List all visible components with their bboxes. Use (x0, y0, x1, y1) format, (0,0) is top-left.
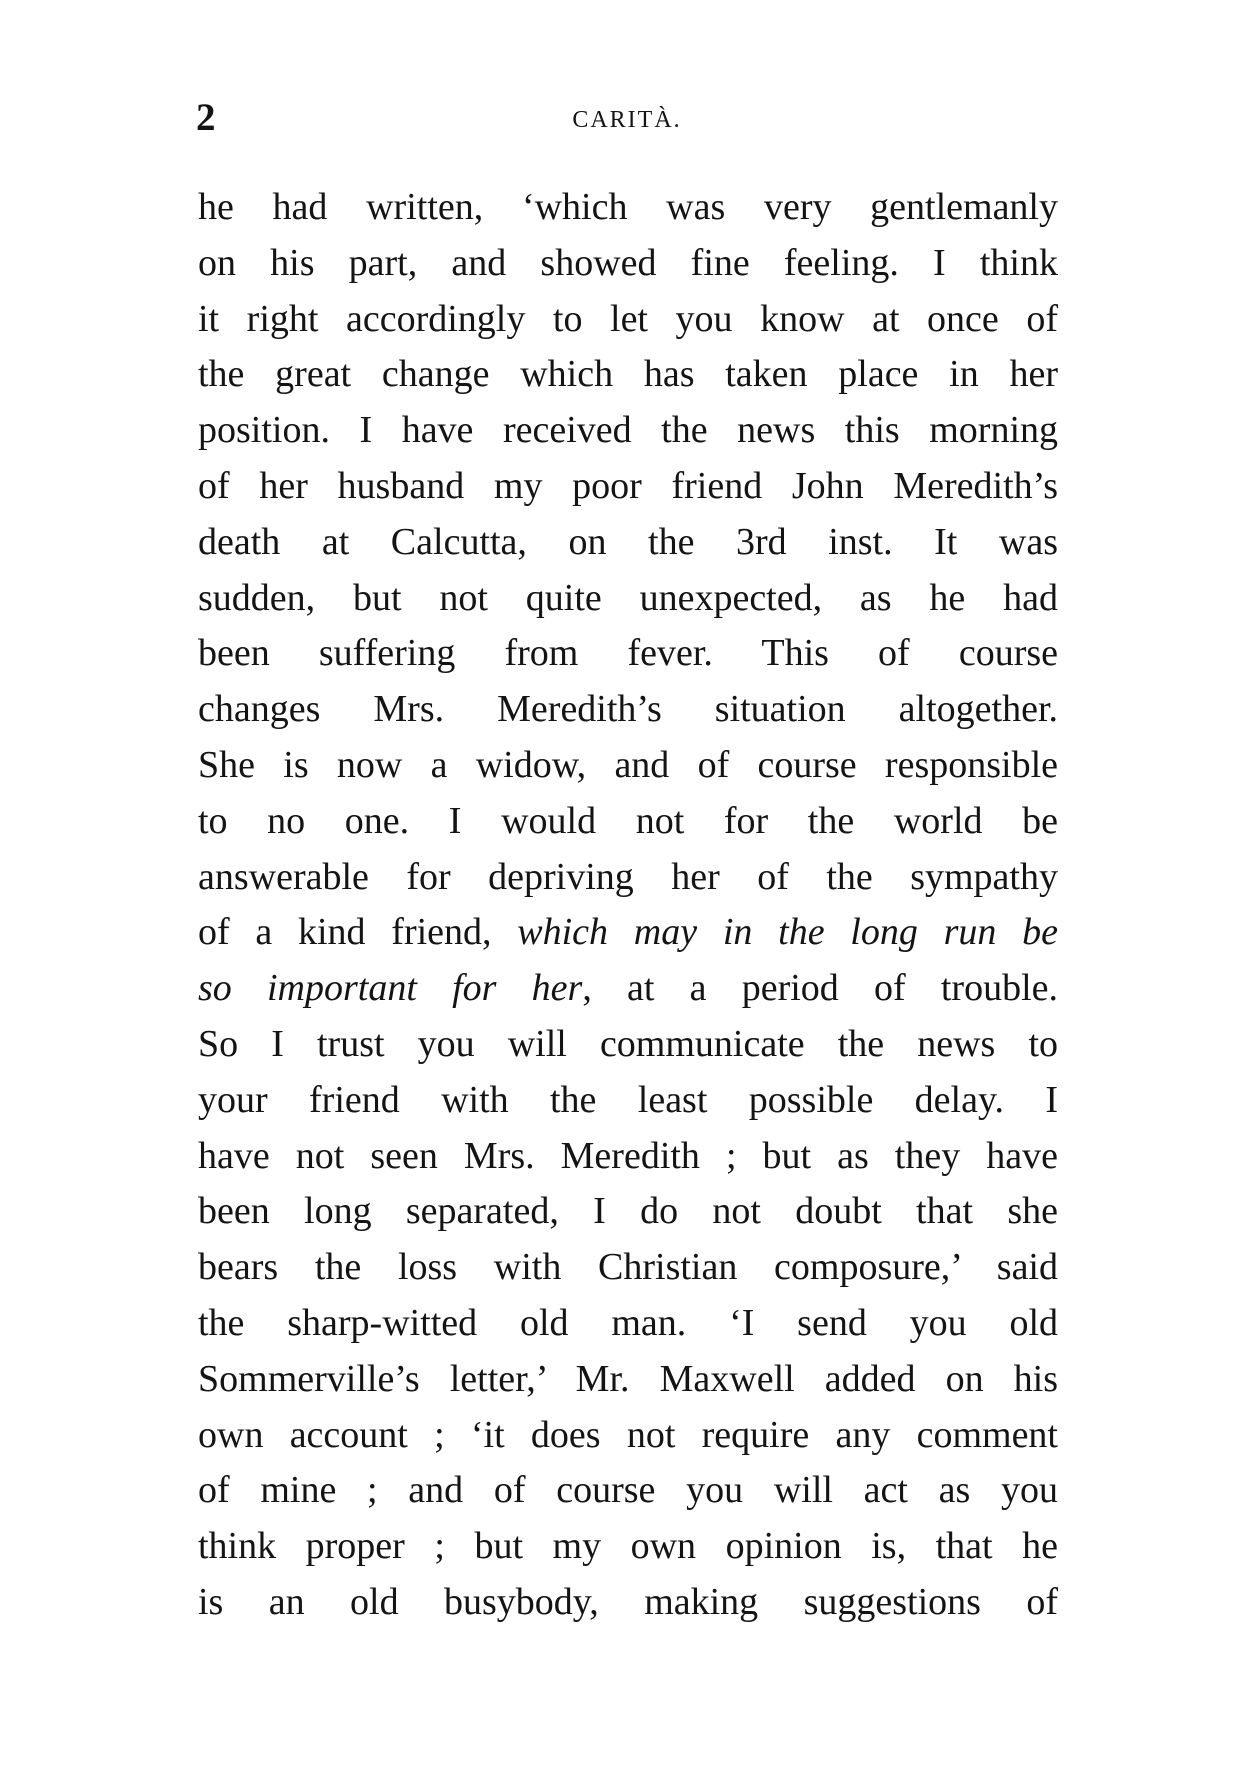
text-segment: of a kind friend, (198, 911, 518, 954)
text-line: it right accordingly to let you know at once of (198, 297, 1058, 340)
text-line: your friend with the least possible delay. I (198, 1078, 1058, 1121)
text-line: is an old busybody, making suggestions of (198, 1580, 1058, 1623)
text-line: of her husband my poor friend John Meredith’s (198, 464, 1058, 507)
text-line: She is now a widow, and of course responsible (198, 743, 1058, 786)
page-number: 2 (196, 96, 216, 139)
text-line: So I trust you will communicate the news to (198, 1022, 1058, 1065)
text-line (198, 961, 1058, 1017)
text-line: on his part, and showed fine feeling. I think (198, 241, 1058, 284)
text-line: he had written, ‘which was very gentlemanly (198, 186, 1058, 228)
text-line: have not seen Mrs. Meredith ; but as they have (198, 1134, 1058, 1177)
text-line: position. I have received the news this morning (198, 409, 1058, 452)
text-line: death at Calcutta, on the 3rd inst. It was (198, 520, 1058, 563)
running-head (196, 94, 1058, 142)
text-line (198, 905, 1058, 961)
italic-phrase: which may in the long run be (517, 911, 1058, 954)
italic-phrase: so important for her (198, 967, 583, 1010)
text-line: of mine ; and of course you will act as you (198, 1469, 1058, 1512)
text-line: been long separated, I do not doubt that she (198, 1190, 1058, 1233)
text-line: bears the loss with Christian composure,’ said (198, 1246, 1058, 1289)
text-line: the great change which has taken place in her (198, 353, 1058, 396)
text-line: answerable for depriving her of the sympathy (198, 855, 1058, 898)
running-title: CARITÀ. (572, 107, 682, 133)
text-line: think proper ; but my own opinion is, that he (198, 1525, 1058, 1568)
text-line: to no one. I would not for the world be (198, 799, 1058, 842)
text-segment: , at a period of trouble. (582, 967, 1058, 1010)
text-line: own account ; ‘it does not require any comment (198, 1413, 1058, 1456)
text-line: sudden, but not quite unexpected, as he had (198, 576, 1058, 619)
text-line: the sharp-witted old man. ‘I send you old (198, 1301, 1058, 1344)
text-line: been suffering from fever. This of course (198, 632, 1058, 675)
text-line: changes Mrs. Meredith’s situation altogether. (198, 688, 1058, 731)
body-text (198, 180, 1058, 1631)
text-line: Sommerville’s letter,’ Mr. Maxwell added on his (198, 1357, 1058, 1400)
